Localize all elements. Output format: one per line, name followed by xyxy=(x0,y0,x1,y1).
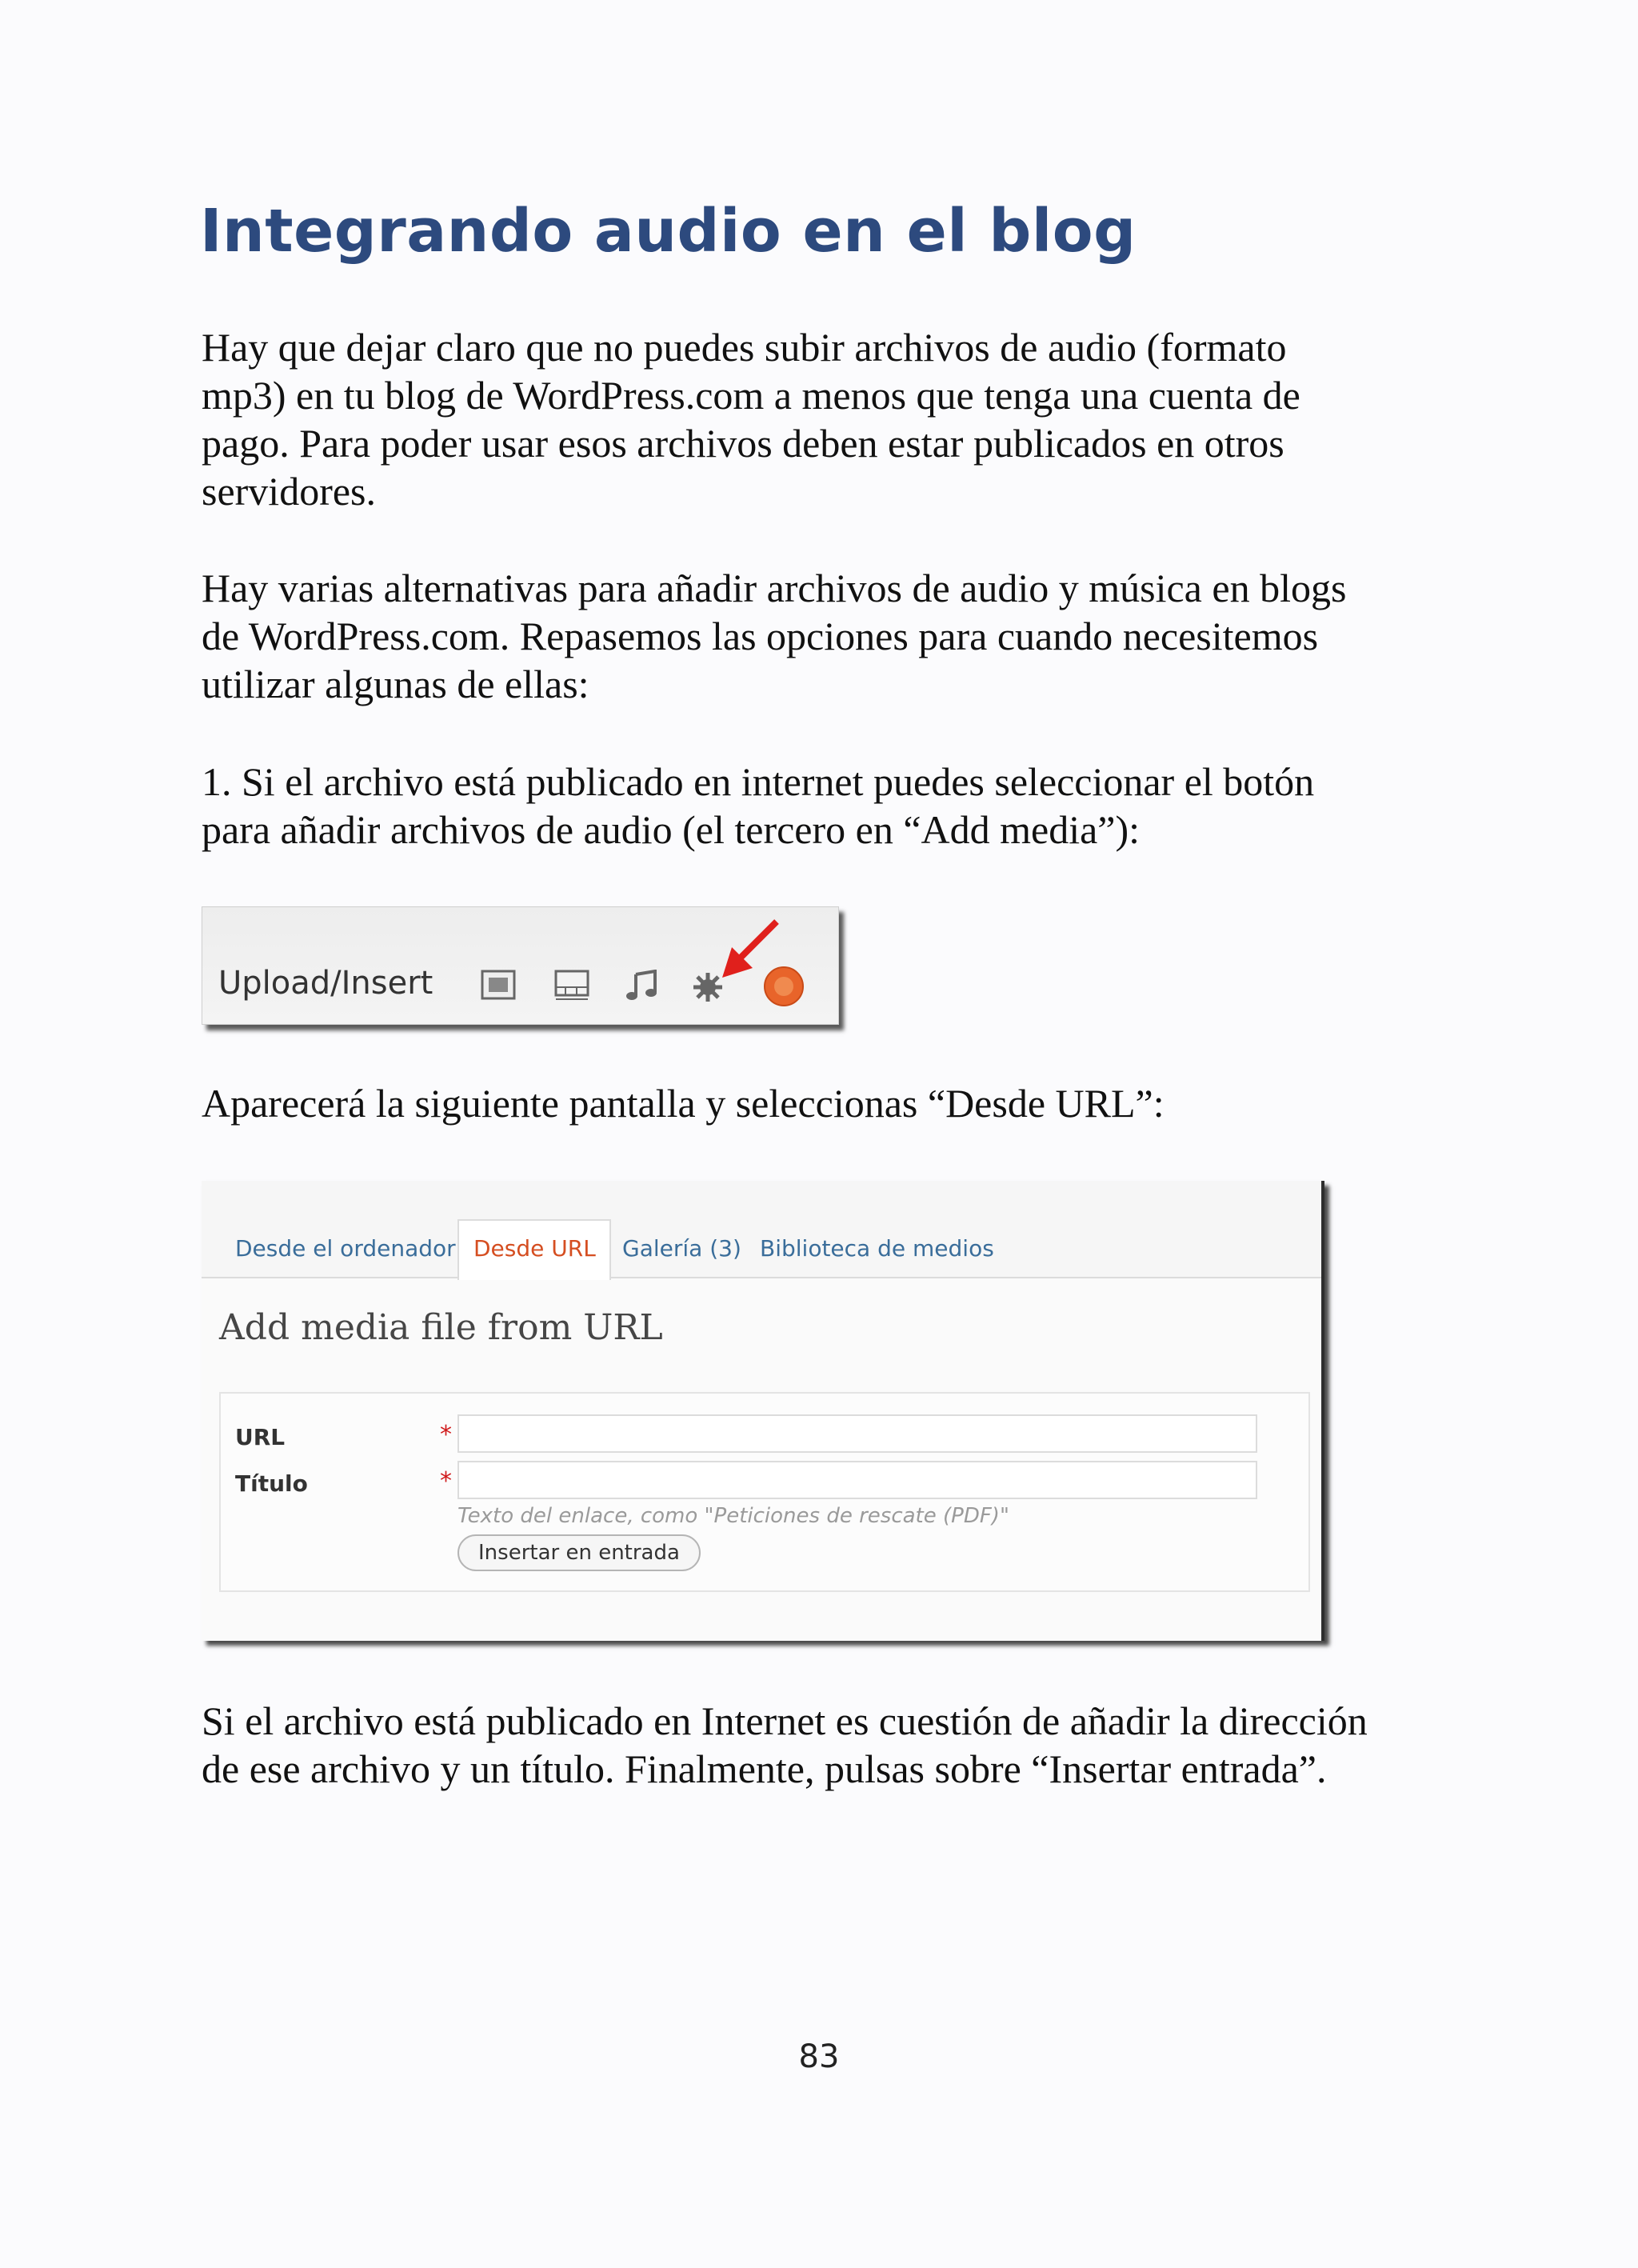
paragraph-line: mp3) en tu blog de WordPress.com a menos que tenga una cuenta de xyxy=(202,373,1300,418)
paragraph-line: Si el archivo está publicado en Internet es cuestión de añadir la dirección xyxy=(202,1698,1368,1743)
upload-insert-toolbar xyxy=(202,906,839,1025)
paragraph-line: de WordPress.com. Repasemos las opciones para cuando necesitemos xyxy=(202,614,1319,658)
image-icon[interactable] xyxy=(481,970,516,1000)
paragraph-line: Aparecerá la siguiente pantalla y seleccionas “Desde URL”: xyxy=(202,1081,1165,1126)
paragraph-line: Hay varias alternativas para añadir archivos de audio y música en blogs xyxy=(202,566,1347,610)
url-label: URL xyxy=(235,1424,286,1450)
paragraph-step-1 xyxy=(202,758,1449,854)
paragraph-intro xyxy=(202,323,1449,515)
url-input[interactable] xyxy=(457,1414,1257,1453)
media-tabs xyxy=(202,1181,1321,1278)
required-marker: * xyxy=(440,1421,452,1449)
tab-desde-ordenador[interactable]: Desde el ordenador xyxy=(235,1235,456,1262)
required-marker: * xyxy=(440,1467,452,1495)
titulo-hint: Texto del enlace, como "Peticiones de rescate (PDF)" xyxy=(457,1504,1009,1528)
paragraph-line: Hay que dejar claro que no puedes subir archivos de audio (formato xyxy=(202,325,1287,370)
titulo-label: Título xyxy=(235,1470,308,1497)
tab-desde-url[interactable]: Desde URL xyxy=(473,1235,596,1262)
paragraph-line: utilizar algunas de ellas: xyxy=(202,662,589,706)
tab-biblioteca[interactable]: Biblioteca de medios xyxy=(760,1235,994,1262)
paragraph-line: 1. Si el archivo está publicado en internet puedes seleccionar el botón xyxy=(202,759,1315,804)
paragraph-step-2 xyxy=(202,1079,1449,1127)
tab-galeria[interactable]: Galería (3) xyxy=(622,1235,741,1262)
paragraph-line: para añadir archivos de audio (el tercero en “Add media”): xyxy=(202,807,1141,852)
panel-heading: Add media file from URL xyxy=(219,1307,663,1348)
page-number: 83 xyxy=(798,2038,840,2075)
insert-into-post-button[interactable]: Insertar en entrada xyxy=(457,1534,701,1571)
paragraph-line: pago. Para poder usar esos archivos deben estar publicados en otros xyxy=(202,421,1284,466)
paragraph-alternatives xyxy=(202,564,1449,708)
upload-insert-label: Upload/Insert xyxy=(218,965,433,1002)
add-media-panel xyxy=(202,1181,1324,1641)
video-icon[interactable] xyxy=(554,970,589,1002)
paragraph-line: servidores. xyxy=(202,469,376,514)
titulo-input[interactable] xyxy=(457,1461,1257,1499)
paragraph-conclusion xyxy=(202,1697,1449,1793)
audio-icon[interactable] xyxy=(625,970,660,1002)
page-title: Integrando audio en el blog xyxy=(200,197,1137,266)
url-form xyxy=(219,1392,1310,1592)
pointer-arrow-icon xyxy=(714,915,786,987)
paragraph-line: de ese archivo y un título. Finalmente, pulsas sobre “Insertar entrada”. xyxy=(202,1746,1327,1791)
